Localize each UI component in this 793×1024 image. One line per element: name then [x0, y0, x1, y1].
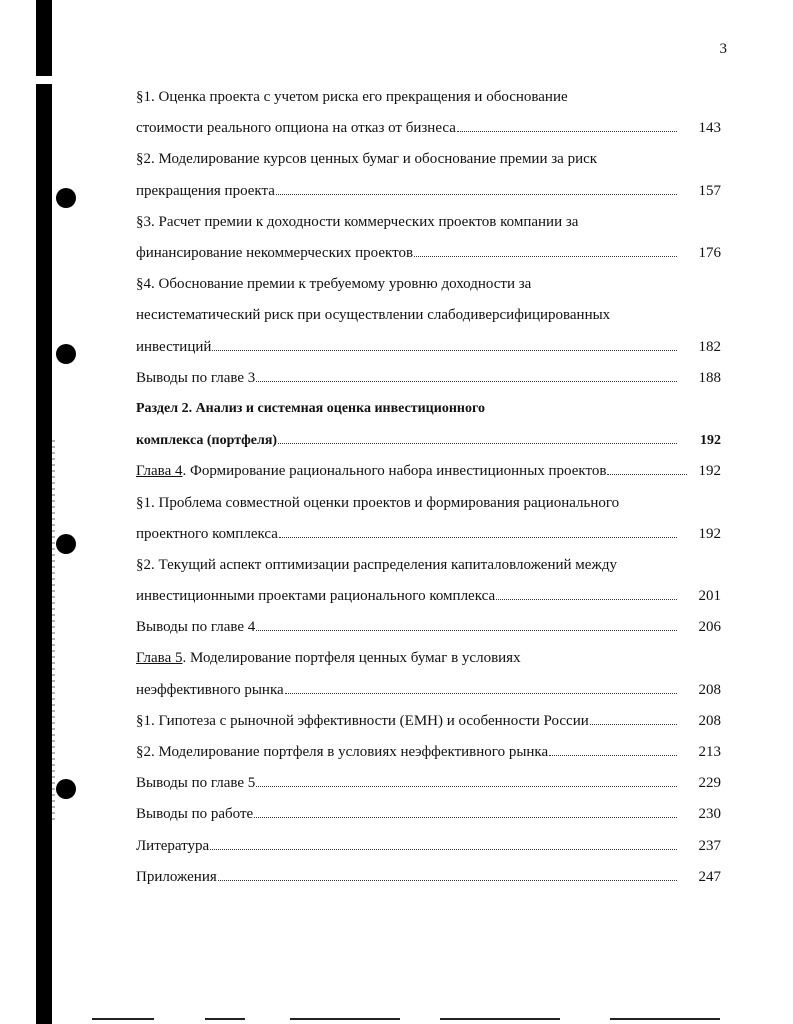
dot-leader: [457, 131, 677, 132]
toc-entry-text: Моделирование портфеля ценных бумаг в условиях: [189, 650, 521, 667]
toc-entry-text: §2. Моделирование портфеля в условиях неэффективного рынка: [136, 744, 549, 761]
toc-line: [136, 269, 721, 300]
toc-line: [136, 768, 721, 799]
toc-page-number: 192: [698, 463, 721, 480]
toc-page-number: 182: [698, 338, 721, 355]
toc-entry-text: финансирование некоммерческих проектов: [136, 245, 414, 262]
toc-line: [136, 238, 721, 269]
dot-leader: [256, 381, 677, 382]
toc-section-heading: [136, 425, 721, 456]
scan-bottom-line: [610, 1018, 720, 1020]
toc-line: [136, 82, 721, 113]
toc-entry-text: §1. Оценка проекта с учетом риска его прекращения и обоснование: [136, 89, 568, 106]
toc-line: [136, 176, 721, 207]
dot-leader: [590, 724, 677, 725]
scan-bottom-line: [290, 1018, 400, 1020]
dot-leader: [276, 194, 677, 195]
toc-line: [136, 612, 721, 643]
toc-page-number: 143: [698, 120, 721, 137]
dot-leader: [256, 630, 677, 631]
toc-entry-text: Приложения: [136, 868, 217, 885]
toc-section-heading: [136, 394, 721, 425]
scan-bottom-line: [92, 1018, 154, 1020]
dot-leader: [254, 817, 677, 818]
dot-leader: [279, 537, 677, 538]
toc-page-number: 208: [698, 681, 721, 698]
scan-binder-bar-top: [36, 0, 52, 76]
scan-binder-bar: [36, 84, 52, 1024]
scan-punch-hole: [56, 188, 76, 208]
toc-page-number: 188: [698, 369, 721, 386]
toc-line: [136, 332, 721, 363]
toc-line: [136, 144, 721, 175]
toc-line: [136, 581, 721, 612]
dot-leader: [496, 599, 677, 600]
toc-entry-text: прекращения проекта: [136, 182, 275, 199]
toc-entry-text: несистематический риск при осуществлении слабодиверсифицированных: [136, 307, 611, 324]
toc-entry-text: проектного комплекса: [136, 525, 278, 542]
toc-line: [136, 862, 721, 893]
toc-page-number: 192: [698, 525, 721, 542]
toc-line: [136, 207, 721, 238]
toc-entry-text: Выводы по работе: [136, 806, 254, 823]
page-number: 3: [719, 41, 727, 57]
toc-entry-text: Выводы по главе 4: [136, 619, 256, 636]
toc-page-number: 247: [698, 868, 721, 885]
toc-page-number: 213: [698, 744, 721, 761]
dot-leader: [549, 755, 677, 756]
toc-page-number: 229: [698, 775, 721, 792]
toc-page-number: 208: [698, 712, 721, 729]
toc-entry-text: Раздел 2. Анализ и системная оценка инвестиционного: [136, 401, 485, 417]
toc-line: [136, 706, 721, 737]
chapter-label: Глава 5: [136, 650, 183, 667]
table-of-contents: [136, 82, 721, 893]
dot-leader: [218, 880, 677, 881]
toc-entry-text: Выводы по главе 5: [136, 775, 256, 792]
scan-bottom-line: [205, 1018, 245, 1020]
toc-page-number: 157: [698, 182, 721, 199]
toc-entry-text: §1. Гипотеза с рыночной эффективности (EMH) и особенности России: [136, 712, 589, 729]
toc-entry-text: комплекса (портфеля): [136, 432, 278, 448]
toc-line: [136, 831, 721, 862]
toc-entry-text: Литература: [136, 837, 210, 854]
toc-entry-text: инвестиционными проектами рационального комплекса: [136, 588, 496, 605]
toc-entry-text: Формирование рационального набора инвестиционных проектов: [189, 463, 607, 480]
toc-line: [136, 675, 721, 706]
toc-entry-text: Выводы по главе 3: [136, 369, 256, 386]
toc-line: [136, 737, 721, 768]
toc-line: [136, 300, 721, 331]
dot-leader: [607, 474, 687, 475]
toc-line: [136, 799, 721, 830]
toc-line: [136, 519, 721, 550]
toc-page-number: 176: [698, 245, 721, 262]
dot-leader: [256, 786, 677, 787]
toc-chapter-line: Глава 4 . Формирование рационального набора инвестиционных проектов 192: [136, 463, 721, 480]
toc-line: [136, 550, 721, 581]
toc-entry-text: §4. Обоснование премии к требуемому уровню доходности за: [136, 276, 532, 293]
dot-leader: [210, 849, 677, 850]
toc-page-number: 192: [700, 432, 721, 448]
toc-entry-text: инвестиций: [136, 338, 212, 355]
scan-bottom-line: [440, 1018, 560, 1020]
chapter-label: Глава 4: [136, 463, 183, 480]
dot-leader: [278, 443, 677, 444]
toc-entry-text: неэффективного рынка: [136, 681, 284, 698]
toc-page-number: 237: [698, 837, 721, 854]
toc-chapter-line: Глава 5 . Моделирование портфеля ценных бумаг в условиях: [136, 650, 521, 667]
toc-entry-text: §2. Моделирование курсов ценных бумаг и обоснование премии за риск: [136, 151, 598, 168]
toc-line: [136, 113, 721, 144]
scan-punch-hole: [56, 344, 76, 364]
toc-page-number: 206: [698, 619, 721, 636]
dot-leader: [414, 256, 677, 257]
toc-entry-text: §2. Текущий аспект оптимизации распределения капиталовложений между: [136, 556, 617, 573]
toc-line: [136, 487, 721, 518]
scan-punch-hole: [56, 534, 76, 554]
toc-page-number: 230: [698, 806, 721, 823]
dot-leader: [212, 350, 677, 351]
toc-entry-text: §1. Проблема совместной оценки проектов и формирования рационального: [136, 494, 620, 511]
toc-entry-text: §3. Расчет премии к доходности коммерческих проектов компании за: [136, 213, 579, 230]
scan-specks: [52, 440, 55, 820]
dot-leader: [285, 693, 677, 694]
toc-entry-text: стоимости реального опциона на отказ от бизнеса: [136, 120, 456, 137]
toc-line: [136, 363, 721, 394]
scan-punch-hole: [56, 779, 76, 799]
toc-page-number: 201: [698, 588, 721, 605]
